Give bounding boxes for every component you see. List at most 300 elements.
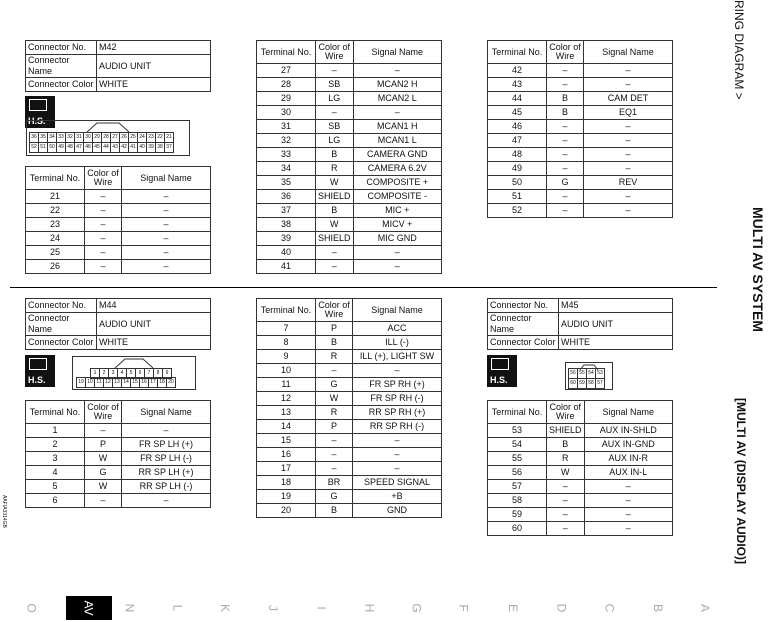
color-header: Color of Wire bbox=[316, 299, 353, 322]
table-row bbox=[488, 508, 673, 522]
table-row bbox=[26, 452, 211, 466]
table-row bbox=[257, 78, 442, 92]
table-row bbox=[26, 204, 211, 218]
table-row bbox=[488, 148, 673, 162]
table-row bbox=[26, 466, 211, 480]
terminal-no: 39 bbox=[257, 232, 316, 246]
wire-color: B bbox=[316, 148, 354, 162]
terminal-no: 51 bbox=[488, 190, 547, 204]
terminal-no: 54 bbox=[488, 438, 547, 452]
table-row bbox=[257, 392, 442, 406]
connector-color-value: WHITE bbox=[97, 336, 211, 350]
table-row bbox=[488, 452, 673, 466]
table-row bbox=[257, 190, 442, 204]
table-row bbox=[257, 218, 442, 232]
signal-name: – bbox=[353, 462, 442, 476]
signal-name: RR SP RH (-) bbox=[353, 420, 442, 434]
terminal-no: 25 bbox=[26, 246, 85, 260]
terminal-no: 49 bbox=[488, 162, 547, 176]
section-tabs bbox=[0, 596, 740, 620]
wire-color: B bbox=[547, 438, 585, 452]
wire-color: – bbox=[547, 64, 584, 78]
terminal-no: 26 bbox=[26, 260, 85, 274]
table-row bbox=[257, 364, 442, 378]
wire-color: – bbox=[316, 246, 354, 260]
table-row bbox=[257, 204, 442, 218]
table-row bbox=[26, 494, 211, 508]
wire-color: W bbox=[85, 480, 122, 494]
table-row bbox=[257, 420, 442, 434]
table-row bbox=[257, 176, 442, 190]
wire-color: B bbox=[316, 336, 353, 350]
tab-b[interactable]: B bbox=[650, 603, 665, 613]
terminal-no: 57 bbox=[488, 480, 547, 494]
terminal-no: 38 bbox=[257, 218, 316, 232]
signal-name: MCAN1 L bbox=[353, 134, 441, 148]
wire-color: – bbox=[547, 78, 584, 92]
terminal-no: 30 bbox=[257, 106, 316, 120]
wire-color: – bbox=[85, 424, 122, 438]
m42-terminal-table-2 bbox=[256, 40, 442, 274]
terminal-no: 29 bbox=[257, 92, 316, 106]
pin: 47 bbox=[74, 142, 84, 153]
color-header: Color of Wire bbox=[85, 167, 122, 190]
table-row bbox=[488, 120, 673, 134]
table-row bbox=[257, 462, 442, 476]
terminal-no: 9 bbox=[257, 350, 316, 364]
signal-name: – bbox=[584, 204, 673, 218]
tab-c[interactable]: C bbox=[601, 603, 616, 613]
pin: 54 bbox=[586, 368, 596, 379]
pin: 27 bbox=[110, 132, 120, 143]
terminal-no: 6 bbox=[26, 494, 85, 508]
table-row bbox=[488, 204, 673, 218]
signal-name: AUX IN-SHLD bbox=[584, 424, 672, 438]
table-row bbox=[26, 218, 211, 232]
signal-header: Signal Name bbox=[584, 41, 673, 64]
terminal-no: 60 bbox=[488, 522, 547, 536]
tab-l[interactable]: L bbox=[170, 604, 184, 612]
table-row bbox=[257, 162, 442, 176]
pin: 53 bbox=[595, 368, 605, 379]
wire-color: B bbox=[547, 92, 584, 106]
terminal-no: 16 bbox=[257, 448, 316, 462]
m45-terminal-table-1 bbox=[487, 400, 673, 536]
wire-color: SB bbox=[316, 78, 354, 92]
signal-name: – bbox=[584, 508, 672, 522]
hs-icon: H.S. bbox=[487, 355, 517, 387]
terminal-header: Terminal No. bbox=[26, 401, 85, 424]
signal-name: – bbox=[353, 246, 441, 260]
wire-color: G bbox=[316, 490, 353, 504]
signal-name: AUX IN-R bbox=[584, 452, 672, 466]
pin: 20 bbox=[166, 377, 176, 388]
pin: 16 bbox=[139, 377, 149, 388]
table-row bbox=[488, 522, 673, 536]
pin: 49 bbox=[56, 142, 66, 153]
terminal-no: 8 bbox=[257, 336, 316, 350]
terminal-header: Terminal No. bbox=[257, 41, 316, 64]
terminal-no: 32 bbox=[257, 134, 316, 148]
wire-color: – bbox=[547, 148, 584, 162]
wire-color: – bbox=[547, 508, 585, 522]
signal-name: RR SP RH (+) bbox=[353, 406, 442, 420]
terminal-no: 21 bbox=[26, 190, 85, 204]
table-row bbox=[257, 476, 442, 490]
terminal-no: 46 bbox=[488, 120, 547, 134]
signal-name: – bbox=[584, 494, 672, 508]
signal-name: MCAN2 L bbox=[353, 92, 441, 106]
signal-name: – bbox=[353, 448, 442, 462]
terminal-no: 53 bbox=[488, 424, 547, 438]
wire-color: – bbox=[85, 246, 122, 260]
terminal-no: 19 bbox=[257, 490, 316, 504]
signal-name: CAMERA GND bbox=[353, 148, 441, 162]
wire-color: SHIELD bbox=[316, 232, 354, 246]
pin: 29 bbox=[92, 132, 102, 143]
terminal-no: 14 bbox=[257, 420, 316, 434]
wire-color: – bbox=[547, 522, 585, 536]
pin: 34 bbox=[47, 132, 57, 143]
connector-no-value: M44 bbox=[97, 299, 211, 313]
wire-color: – bbox=[316, 434, 353, 448]
pin: 37 bbox=[164, 142, 174, 153]
pin: 58 bbox=[586, 378, 596, 389]
m44-connector-diagram bbox=[72, 356, 196, 390]
pin: 57 bbox=[595, 378, 605, 389]
pin: 19 bbox=[76, 377, 86, 388]
m45-pins-bottom bbox=[569, 378, 605, 389]
wire-color: W bbox=[316, 392, 353, 406]
table-row bbox=[26, 232, 211, 246]
table-row bbox=[488, 64, 673, 78]
wire-color: R bbox=[316, 350, 353, 364]
terminal-no: 23 bbox=[26, 218, 85, 232]
tab-av[interactable]: AV bbox=[66, 596, 112, 620]
table-row bbox=[488, 190, 673, 204]
wire-color: – bbox=[547, 134, 584, 148]
pin: 50 bbox=[47, 142, 57, 153]
signal-name: – bbox=[584, 64, 673, 78]
pin: 13 bbox=[112, 377, 122, 388]
signal-name: GND bbox=[353, 504, 442, 518]
signal-name: COMPOSITE - bbox=[353, 190, 441, 204]
connector-color-label: Connector Color bbox=[488, 336, 559, 350]
table-row bbox=[257, 504, 442, 518]
wire-color: R bbox=[547, 452, 585, 466]
m42-terminal-table-3 bbox=[487, 40, 673, 218]
signal-name: – bbox=[584, 480, 672, 494]
signal-name: MIC GND bbox=[353, 232, 441, 246]
side-system-title: MULTI AV SYSTEM bbox=[750, 207, 766, 332]
wire-color: – bbox=[547, 494, 585, 508]
wire-color: P bbox=[316, 322, 353, 336]
wire-color: W bbox=[316, 218, 354, 232]
terminal-no: 50 bbox=[488, 176, 547, 190]
wire-color: – bbox=[316, 64, 354, 78]
wire-color: P bbox=[316, 420, 353, 434]
signal-name: RR SP LH (+) bbox=[122, 466, 211, 480]
signal-name: ILL (+), LIGHT SW bbox=[353, 350, 442, 364]
pin: 18 bbox=[157, 377, 167, 388]
pin: 48 bbox=[65, 142, 75, 153]
table-row bbox=[257, 120, 442, 134]
terminal-header: Terminal No. bbox=[488, 41, 547, 64]
pin: 44 bbox=[101, 142, 111, 153]
signal-name: FR SP LH (+) bbox=[122, 438, 211, 452]
m42-connector-diagram bbox=[26, 120, 190, 156]
connector-color-label: Connector Color bbox=[26, 336, 97, 350]
wire-color: B bbox=[316, 504, 353, 518]
terminal-no: 35 bbox=[257, 176, 316, 190]
signal-name: – bbox=[584, 190, 673, 204]
connector-no-label: Connector No. bbox=[26, 41, 97, 55]
pin: 22 bbox=[155, 132, 165, 143]
wire-color: BR bbox=[316, 476, 353, 490]
wire-color: LG bbox=[316, 92, 354, 106]
table-row bbox=[257, 322, 442, 336]
table-row bbox=[488, 424, 673, 438]
signal-header: Signal Name bbox=[353, 299, 442, 322]
pin: 43 bbox=[110, 142, 120, 153]
wire-color: – bbox=[85, 218, 122, 232]
table-row bbox=[26, 480, 211, 494]
pin: 35 bbox=[38, 132, 48, 143]
signal-name: – bbox=[353, 434, 442, 448]
signal-name: – bbox=[584, 148, 673, 162]
terminal-no: 13 bbox=[257, 406, 316, 420]
table-row bbox=[257, 92, 442, 106]
pin: 23 bbox=[146, 132, 156, 143]
color-header: Color of Wire bbox=[316, 41, 354, 64]
table-row bbox=[26, 190, 211, 204]
wire-color: – bbox=[316, 364, 353, 378]
m42-terminal-table-1 bbox=[25, 166, 211, 274]
signal-name: – bbox=[122, 260, 211, 274]
terminal-no: 11 bbox=[257, 378, 316, 392]
signal-name: MCAN1 H bbox=[353, 120, 441, 134]
pin: 31 bbox=[74, 132, 84, 143]
signal-name: REV bbox=[584, 176, 673, 190]
signal-name: AUX IN-L bbox=[584, 466, 672, 480]
signal-name: FR SP LH (-) bbox=[122, 452, 211, 466]
connector-color-value: WHITE bbox=[559, 336, 673, 350]
pin: 33 bbox=[56, 132, 66, 143]
m44-pins-bottom bbox=[77, 377, 176, 388]
pin: 56 bbox=[568, 368, 578, 379]
table-row bbox=[257, 232, 442, 246]
tab-o[interactable]: O bbox=[25, 603, 39, 613]
pin: 4 bbox=[117, 368, 127, 379]
signal-name: RR SP LH (-) bbox=[122, 480, 211, 494]
pin: 55 bbox=[577, 368, 587, 379]
signal-name: – bbox=[122, 190, 211, 204]
terminal-no: 45 bbox=[488, 106, 547, 120]
signal-header: Signal Name bbox=[122, 167, 211, 190]
wire-color: – bbox=[316, 448, 353, 462]
terminal-no: 18 bbox=[257, 476, 316, 490]
pin: 38 bbox=[155, 142, 165, 153]
terminal-no: 36 bbox=[257, 190, 316, 204]
pin: 17 bbox=[148, 377, 158, 388]
connector-no-value: M45 bbox=[559, 299, 673, 313]
wire-color: – bbox=[547, 190, 584, 204]
table-row bbox=[257, 260, 442, 274]
wire-color: W bbox=[316, 176, 354, 190]
pin: 5 bbox=[126, 368, 136, 379]
table-row bbox=[26, 438, 211, 452]
pin: 59 bbox=[577, 378, 587, 389]
signal-header: Signal Name bbox=[584, 401, 672, 424]
table-row bbox=[257, 106, 442, 120]
wire-color: – bbox=[547, 480, 585, 494]
side-header: RING DIAGRAM > bbox=[732, 0, 746, 100]
color-header: Color of Wire bbox=[547, 41, 584, 64]
signal-name: – bbox=[584, 162, 673, 176]
hs-icon: H.S. bbox=[25, 355, 55, 387]
signal-name: FR SP RH (-) bbox=[353, 392, 442, 406]
terminal-no: 22 bbox=[26, 204, 85, 218]
wire-color: – bbox=[547, 162, 584, 176]
signal-name: – bbox=[353, 364, 442, 378]
connector-name-label: Connector Name bbox=[26, 55, 97, 78]
signal-name: – bbox=[353, 64, 441, 78]
terminal-header: Terminal No. bbox=[26, 167, 85, 190]
m44-connector-info bbox=[25, 298, 211, 350]
wire-color: G bbox=[85, 466, 122, 480]
m45-connector-diagram bbox=[565, 362, 613, 390]
tab-a[interactable]: A bbox=[697, 603, 712, 613]
terminal-no: 37 bbox=[257, 204, 316, 218]
section-divider bbox=[10, 287, 717, 288]
wire-color: B bbox=[316, 204, 354, 218]
wire-color: B bbox=[547, 106, 584, 120]
terminal-no: 31 bbox=[257, 120, 316, 134]
tab-e[interactable]: E bbox=[505, 603, 520, 613]
m42-pins-bottom bbox=[30, 142, 174, 153]
tab-h[interactable]: H bbox=[361, 603, 376, 613]
table-row bbox=[257, 448, 442, 462]
terminal-no: 56 bbox=[488, 466, 547, 480]
pin: 7 bbox=[144, 368, 154, 379]
connector-name-label: Connector Name bbox=[26, 313, 97, 336]
terminal-no: 27 bbox=[257, 64, 316, 78]
wire-color: P bbox=[85, 438, 122, 452]
connector-color-label: Connector Color bbox=[26, 78, 97, 92]
table-row bbox=[26, 246, 211, 260]
tab-f[interactable]: F bbox=[457, 604, 471, 612]
signal-name: – bbox=[353, 260, 441, 274]
wire-color: SHIELD bbox=[547, 424, 585, 438]
terminal-no: 34 bbox=[257, 162, 316, 176]
pin: 2 bbox=[99, 368, 109, 379]
terminal-no: 52 bbox=[488, 204, 547, 218]
table-row bbox=[488, 92, 673, 106]
connector-no-label: Connector No. bbox=[488, 299, 559, 313]
m45-connector-info bbox=[487, 298, 673, 350]
terminal-no: 3 bbox=[26, 452, 85, 466]
connector-name-value: AUDIO UNIT bbox=[97, 313, 211, 336]
terminal-no: 55 bbox=[488, 452, 547, 466]
signal-name: MCAN2 H bbox=[353, 78, 441, 92]
signal-name: EQ1 bbox=[584, 106, 673, 120]
tab-n[interactable]: N bbox=[121, 603, 136, 613]
tab-i[interactable]: I bbox=[315, 606, 329, 610]
terminal-no: 10 bbox=[257, 364, 316, 378]
tab-k[interactable]: K bbox=[217, 603, 232, 613]
pin: 6 bbox=[135, 368, 145, 379]
tab-d[interactable]: D bbox=[553, 603, 568, 613]
tab-g[interactable]: G bbox=[410, 603, 424, 613]
pin: 24 bbox=[137, 132, 147, 143]
terminal-no: 43 bbox=[488, 78, 547, 92]
pin: 14 bbox=[121, 377, 131, 388]
terminal-no: 28 bbox=[257, 78, 316, 92]
table-row bbox=[488, 480, 673, 494]
pin: 15 bbox=[130, 377, 140, 388]
pin: 12 bbox=[103, 377, 113, 388]
pin: 46 bbox=[83, 142, 93, 153]
terminal-header: Terminal No. bbox=[488, 401, 547, 424]
signal-name: – bbox=[122, 246, 211, 260]
table-row bbox=[488, 176, 673, 190]
table-row bbox=[257, 246, 442, 260]
pin: 3 bbox=[108, 368, 118, 379]
hs-icon: H.S. bbox=[25, 96, 55, 128]
signal-header: Signal Name bbox=[122, 401, 211, 424]
wire-color: – bbox=[85, 204, 122, 218]
table-row bbox=[488, 162, 673, 176]
terminal-no: 2 bbox=[26, 438, 85, 452]
pin: 40 bbox=[137, 142, 147, 153]
connector-name-label: Connector Name bbox=[488, 313, 559, 336]
pin: 36 bbox=[29, 132, 39, 143]
terminal-no: 44 bbox=[488, 92, 547, 106]
wire-color: – bbox=[85, 190, 122, 204]
signal-name: – bbox=[584, 78, 673, 92]
terminal-header: Terminal No. bbox=[257, 299, 316, 322]
pin: 39 bbox=[146, 142, 156, 153]
m44-terminal-table-1 bbox=[25, 400, 211, 508]
pin: 25 bbox=[128, 132, 138, 143]
terminal-no: 40 bbox=[257, 246, 316, 260]
signal-name: SPEED SIGNAL bbox=[353, 476, 442, 490]
terminal-no: 17 bbox=[257, 462, 316, 476]
pin: 32 bbox=[65, 132, 75, 143]
signal-name: ILL (-) bbox=[353, 336, 442, 350]
table-row bbox=[257, 406, 442, 420]
tab-j[interactable]: J bbox=[266, 605, 280, 611]
terminal-no: 48 bbox=[488, 148, 547, 162]
terminal-no: 7 bbox=[257, 322, 316, 336]
pin: 42 bbox=[119, 142, 129, 153]
pin: 9 bbox=[162, 368, 172, 379]
connector-no-label: Connector No. bbox=[26, 299, 97, 313]
side-subtitle: [MULTI AV (DISPLAY AUDIO)] bbox=[734, 398, 748, 564]
terminal-no: 24 bbox=[26, 232, 85, 246]
table-row bbox=[488, 438, 673, 452]
table-row bbox=[257, 350, 442, 364]
signal-name: CAM DET bbox=[584, 92, 673, 106]
signal-name: COMPOSITE + bbox=[353, 176, 441, 190]
wire-color: – bbox=[316, 260, 354, 274]
signal-name: – bbox=[584, 522, 672, 536]
table-row bbox=[257, 148, 442, 162]
terminal-no: 5 bbox=[26, 480, 85, 494]
table-row bbox=[26, 260, 211, 274]
table-row bbox=[257, 134, 442, 148]
pin: 45 bbox=[92, 142, 102, 153]
